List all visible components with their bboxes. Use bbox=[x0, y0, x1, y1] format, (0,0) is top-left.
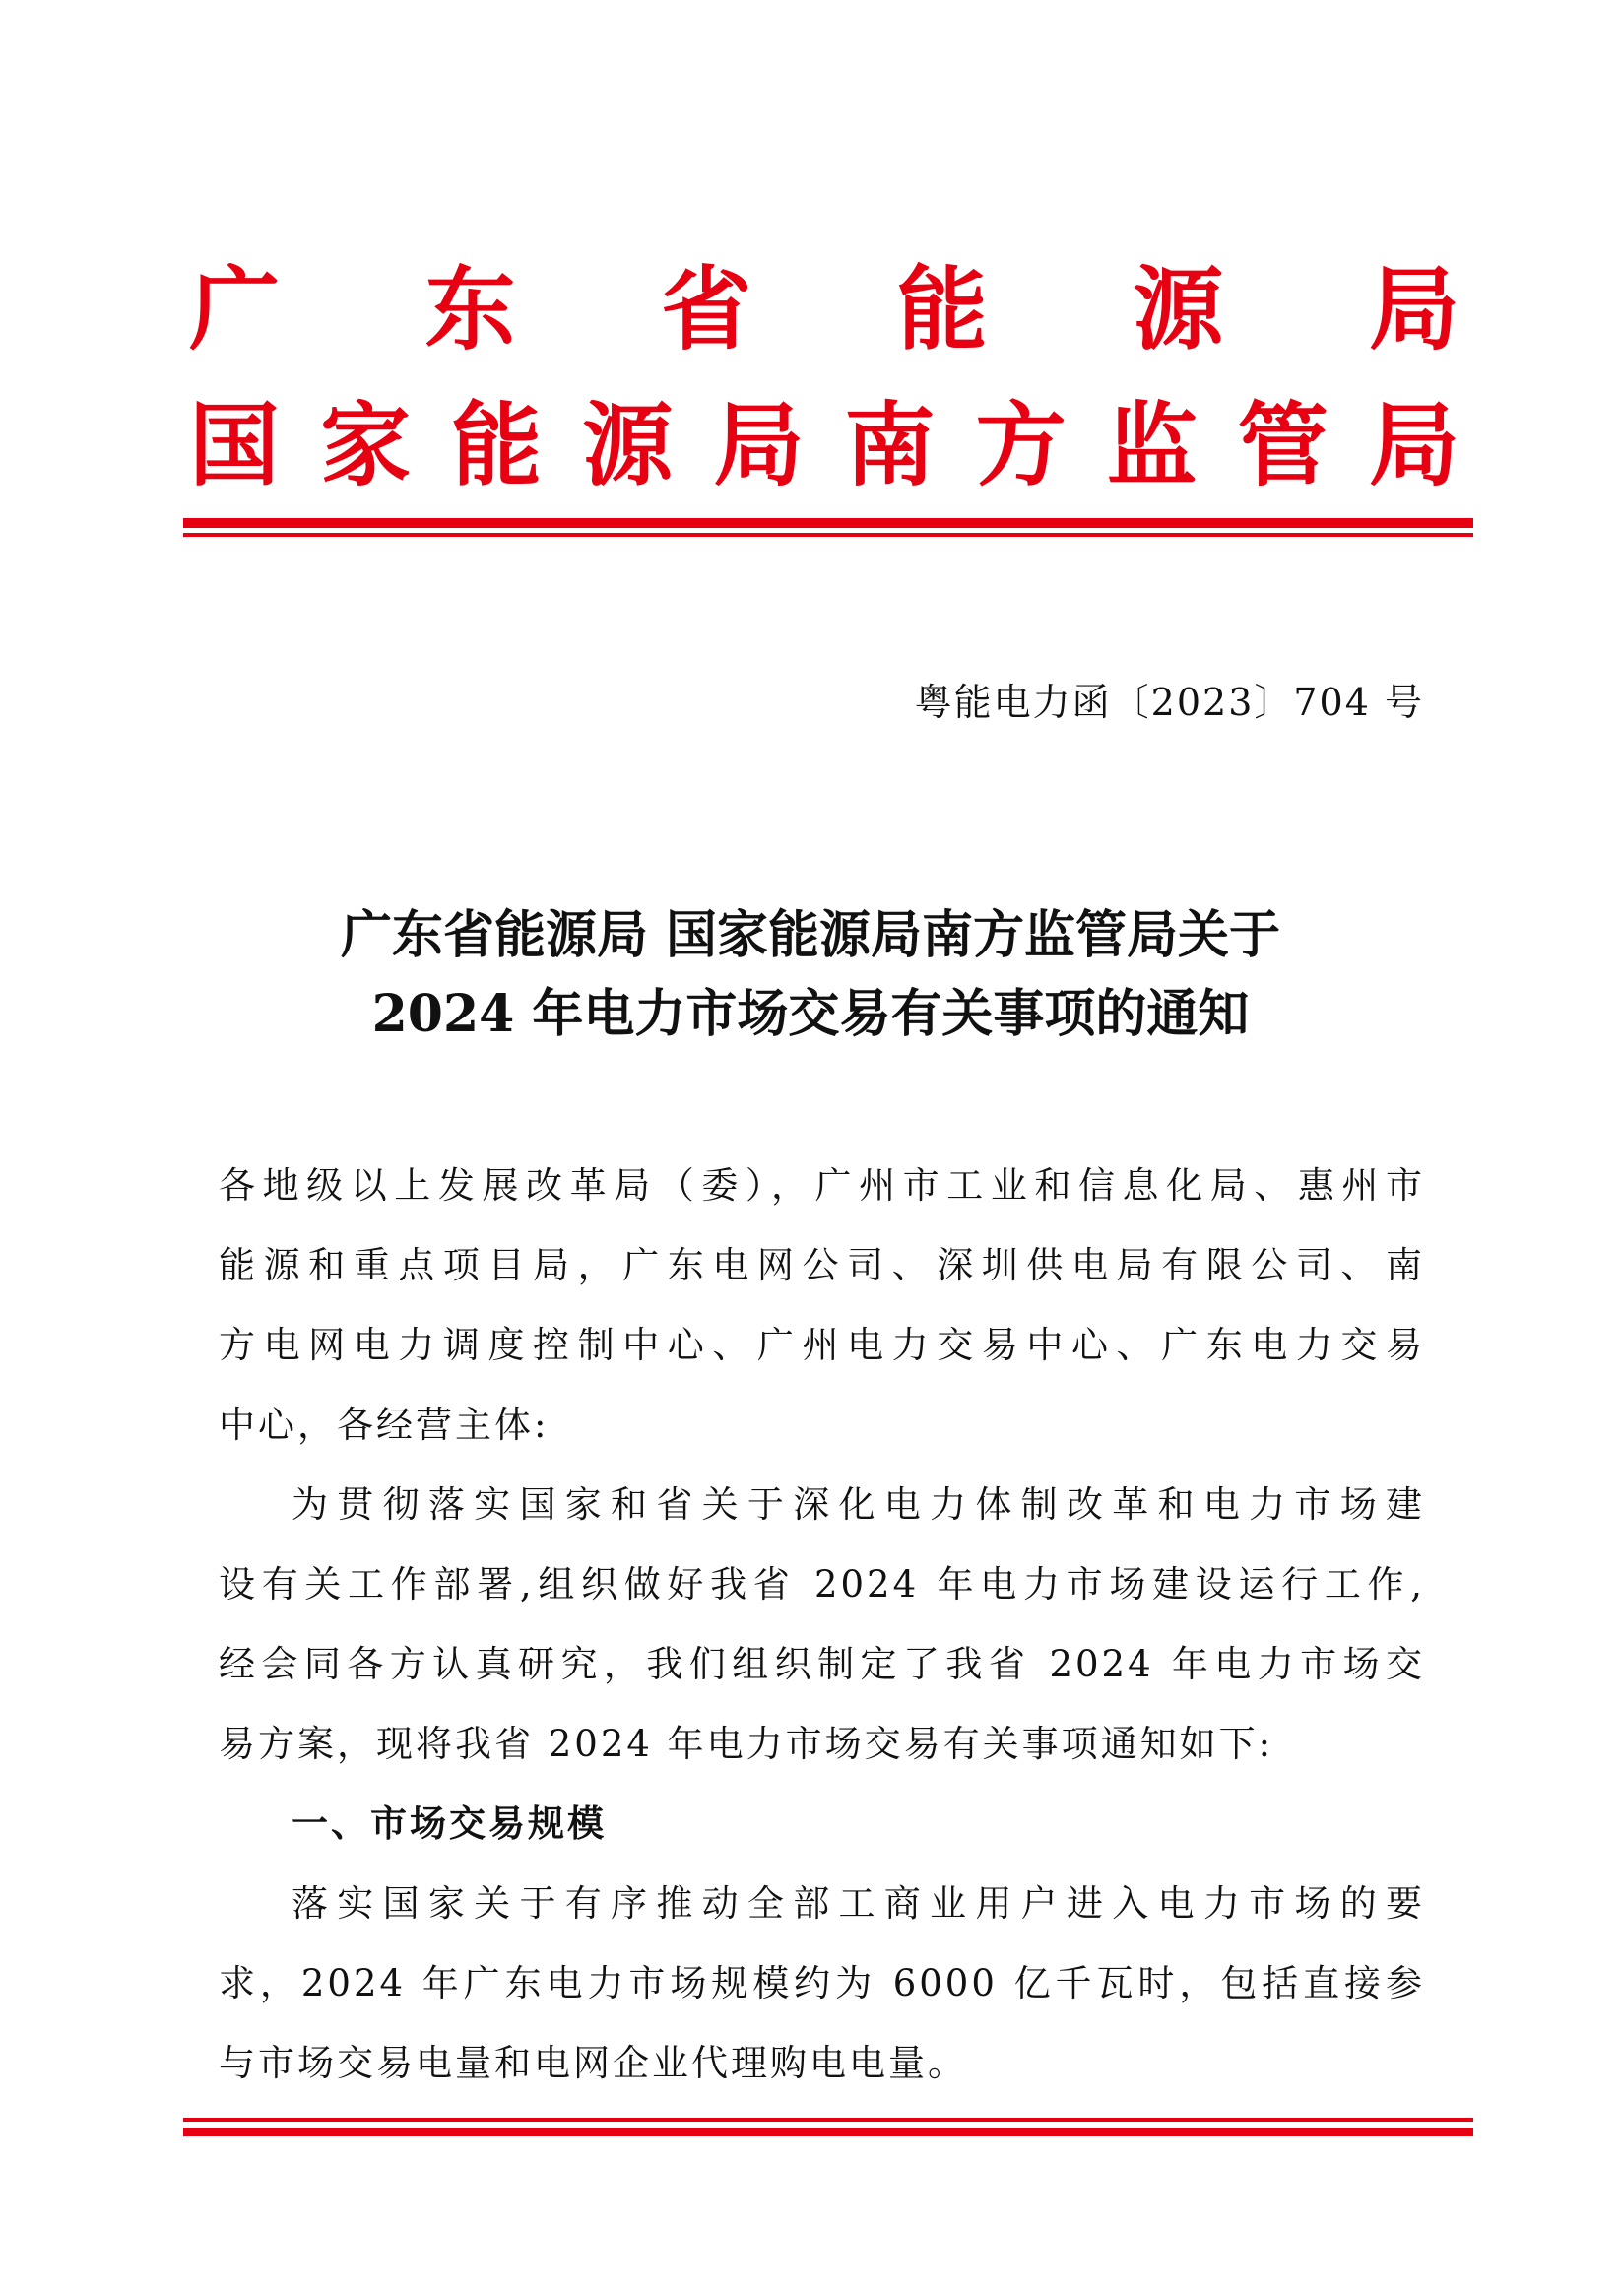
header-rule-thin bbox=[183, 533, 1473, 537]
header-char: 源 bbox=[1133, 256, 1224, 362]
document-title-line-1: 广东省能源局 国家能源局南方监管局关于 bbox=[340, 905, 1281, 965]
header-char: 管 bbox=[1237, 392, 1329, 498]
section-line: 与市场交易电量和电网企业代理购电电量。 bbox=[219, 2042, 967, 2084]
salutation-line: 各地级以上发展改革局（委），广州市工业和信息化局、惠州市 bbox=[219, 1164, 1425, 1207]
salutation-line: 中心，各经营主体: bbox=[219, 1404, 550, 1446]
header-char: 南 bbox=[844, 392, 936, 498]
header-char: 国 bbox=[189, 392, 281, 498]
header-char: 家 bbox=[320, 392, 412, 498]
header-rule-thick bbox=[183, 518, 1473, 528]
salutation-line: 能源和重点项目局，广东电网公司、深圳供电局有限公司、南 bbox=[219, 1244, 1425, 1286]
footer-rule-thick bbox=[183, 2128, 1473, 2136]
intro-line: 经会同各方认真研究，我们组织制定了我省 2024 年电力市场交 bbox=[219, 1643, 1425, 1685]
header-char: 局 bbox=[713, 392, 805, 498]
header-char: 能 bbox=[451, 392, 543, 498]
footer-rule-thin bbox=[183, 2118, 1473, 2122]
header-char: 监 bbox=[1106, 392, 1198, 498]
section-line: 落实国家关于有序推动全部工商业用户进入电力市场的要 bbox=[292, 1882, 1425, 1925]
header-char: 方 bbox=[975, 392, 1067, 498]
header-char: 东 bbox=[424, 256, 516, 362]
header-char: 广 bbox=[189, 256, 281, 362]
intro-line: 为贯彻落实国家和省关于深化电力体制改革和电力市场建 bbox=[292, 1483, 1425, 1526]
document-body bbox=[219, 1146, 1425, 2103]
header-char: 局 bbox=[1368, 392, 1459, 498]
document-number: 粤能电力函〔2023〕704 号 bbox=[914, 681, 1424, 724]
document-title-line-2: 2024 年电力市场交易有关事项的通知 bbox=[371, 984, 1250, 1044]
issuer-line-2 bbox=[189, 392, 1459, 498]
intro-line: 设有关工作部署,组织做好我省 2024 年电力市场建设运行工作, bbox=[219, 1563, 1425, 1606]
header-char: 省 bbox=[661, 256, 752, 362]
issuer-line-1 bbox=[189, 256, 1459, 362]
section-heading: 一、市场交易规模 bbox=[292, 1803, 607, 1845]
header-char: 能 bbox=[896, 256, 988, 362]
section-line: 求，2024 年广东电力市场规模约为 6000 亿千瓦时，包括直接参 bbox=[219, 1962, 1425, 2004]
intro-line: 易方案，现将我省 2024 年电力市场交易有关事项通知如下: bbox=[219, 1723, 1274, 1765]
header-char: 源 bbox=[582, 392, 674, 498]
salutation-line: 方电网电力调度控制中心、广州电力交易中心、广东电力交易 bbox=[219, 1324, 1425, 1366]
header-char: 局 bbox=[1368, 256, 1459, 362]
